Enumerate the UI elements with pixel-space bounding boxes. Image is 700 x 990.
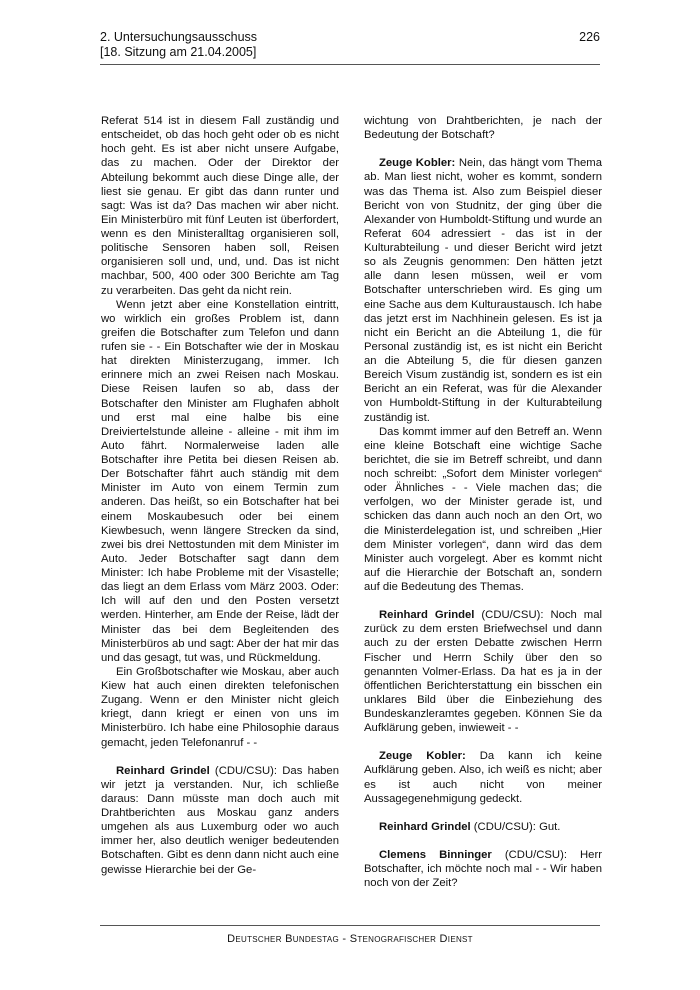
speech-paragraph (364, 820, 602, 834)
speaker-name: Zeuge Kobler: (379, 750, 466, 763)
paragraph-continuation: wichtung von Drahtberichten, je nach der Bedeutung der Botschaft? (364, 115, 602, 142)
speech-text: Das haben wir jetzt ja verstanden. Nur, ich schließe daraus: Dann müsste man doch auch mit Drahtberichten aus Moskau ganz anders umgehen als aus Luxemburg oder wo auch immer her, also deutlich weniger bedeutenden Botschaften. Gibt es denn dann nicht auch eine gewisse Hierarchie bei der Ge- (101, 764, 339, 876)
speech-paragraph (364, 749, 602, 806)
speech-text: Da kann ich keine Aufklärung geben. Also, ich weiß es nicht; aber es ist auch nicht von meiner Aussagegenehmigung gedeckt. (364, 750, 602, 805)
speaker-party: (CDU/CSU): (491, 848, 567, 861)
speech-paragraph (101, 764, 339, 877)
speaker-name: Zeuge Kobler: (379, 157, 456, 170)
speaker-party: (CDU/CSU): (474, 609, 544, 622)
footer-text: Deutscher Bundestag - Stenografischer Dienst (227, 933, 473, 945)
paragraph: Ein Großbotschafter wie Moskau, aber auch Kiew hat auch einen direkten telefonischen Zugang. Wenn er den Minister nicht gleich kriegt, dann kriegt er einen von uns im Ministerbüro. Ich habe eine Philosophie daraus gemacht, jeden Telefonanruf - - (101, 665, 339, 749)
speaker-name: Reinhard Grindel (379, 820, 471, 833)
paragraph: Das kommt immer auf den Betreff an. Wenn eine kleine Botschaft eine wichtige Sache berichtet, die sie im Betreff schreibt, und dann noch schreibt: „Sofort dem Minister vorlegen“ oder Ähnliches - - Viele machen das; die verfolgen, wo der Minister gerade ist, und schicken das dann auch noch an den Ort, wo die Ministerdelegation ist, und schreiben „Hier dem Minister vorlegen“, dann wird das dem Minister auch vorgelegt. Aber es kommt nicht auf die Hierarchie der Botschaft an, sondern auf die Bedeutung des Themas. (364, 425, 602, 593)
paragraph: Wenn jetzt aber eine Konstellation eintritt, wo wirklich ein großes Problem ist, dann greifen die Botschafter zum Telefon und dann rufen sie - - Ein Botschafter wie der in Moskau hat direkten Ministerzugang, immer. Ich erinnere mich an zwei Reisen nach Moskau. Diese Reisen laufen so ab, dass der Botschafter den Minister am Flughafen abholt und erst mal eine halbe bis eine Dreiviertelstunde alleine - alleine - mit ihm im Auto fährt. Normalerweise laden alle Botschafter ihre Petita bei diesen Reisen ab. Der Botschafter fährt auch ständig mit dem Minister im Auto von einem Termin zum anderen. Das heißt, so ein Botschafter hat bei einem Moskaubesuch oder bei einem Kiewbesuch, wenn längere Strecken da sind, zwei bis drei Nettostunden mit dem Minister im Auto. Jeder Botschafter sagt dann dem Minister: Ich habe Probleme mit der Visastelle; das liegt an dem Erlass vom März 2003. Oder: Ich will auf den und den Posten versetzt werden. Hinterher, am Ende der Reise, lädt der Minister das bei dem Begleitenden des Ministerbüros ab und sagt: Aber der hat mir das und das gesagt, tut was, und Rückmeldung. (101, 298, 339, 664)
speech-text: Noch mal zurück zu dem ersten Briefwechsel und dann auch zu der ersten Debatte zwischen Herrn Fischer und Herrn Schily über den so genannten Volmer-Erlass. Da hat es ja in der öffentlichen Berichterstattung ein bisschen ein unklares Bild über die Einbeziehung des Bundeskanzleramtes gegeben. Können Sie da Aufklärung geben, inwieweit - - (364, 609, 602, 735)
speech-text: Gut. (535, 820, 561, 833)
page-header (100, 30, 600, 65)
session-label: [18. Sitzung am 21.04.2005] (100, 45, 257, 59)
speech-paragraph (364, 156, 602, 424)
left-column (101, 114, 339, 877)
page-footer (100, 925, 600, 945)
right-column (364, 114, 602, 890)
speaker-name: Clemens Binninger (379, 848, 492, 861)
page-number: 226 (579, 30, 600, 44)
speech-paragraph (364, 608, 602, 735)
paragraph: Referat 514 ist in diesem Fall zuständig und entscheidet, ob das hoch geht oder ob es nicht hoch geht. Es ist aber nicht unsere Aufgabe, das zu machen. Oder der Direktor der Abteilung bekommt auch diese Dinge alle, der liest sie genau. Er gibt das dann runter und sagt: Was ist da? Das machen wir aber nicht. Ein Ministerbüro mit fünf Leuten ist überfordert, wenn es den Ministeralltag organisieren soll, politische Sensoren haben soll, Reisen organisieren soll und, und, und. Das ist nicht machbar, 500, 400 oder 300 Berichte am Tag zu verarbeiten. Das geht da nicht rein. (101, 115, 339, 297)
speech-text: Nein, das hängt vom Thema ab. Man liest nicht, woher es kommt, sondern was das Thema ist. Also zum Beispiel dieser Bericht von von Studnitz, der ging über die Alexander von Humboldt-Stiftung und wurde an Referat 604 adressiert - das ist in der Kulturabteilung - und dieser Bericht wird jetzt so als Zeugnis genommen: Den hätten jetzt alle dann lesen müssen, weil er vom Botschafter unterschrieben wird. Es ging um eine Sache aus dem Kulturaustausch. Ich habe das jetzt erst im Nachhinein gelesen. Es ist ja nicht ein Bericht an die Abteilung 1, die für Personal zuständig ist, es ist nicht ein Bericht an die Abteilung 5, die für diesen ganzen Bereich Visum zuständig ist, sondern es ist ein Bericht an ein Referat, was für die Alexander von Humboldt-Stiftung in der Kulturabteilung zuständig ist. (364, 157, 602, 424)
committee-title: 2. Untersuchungsausschuss (100, 30, 258, 44)
speaker-party: (CDU/CSU): (209, 764, 278, 777)
speaker-name: Reinhard Grindel (379, 609, 475, 622)
speech-paragraph (364, 848, 602, 890)
speech-text: Herr Botschafter, ich möchte noch mal - - Wir haben noch von der Zeit? (364, 848, 602, 890)
speaker-party: (CDU/CSU): (470, 820, 536, 833)
speaker-name: Reinhard Grindel (116, 764, 210, 777)
